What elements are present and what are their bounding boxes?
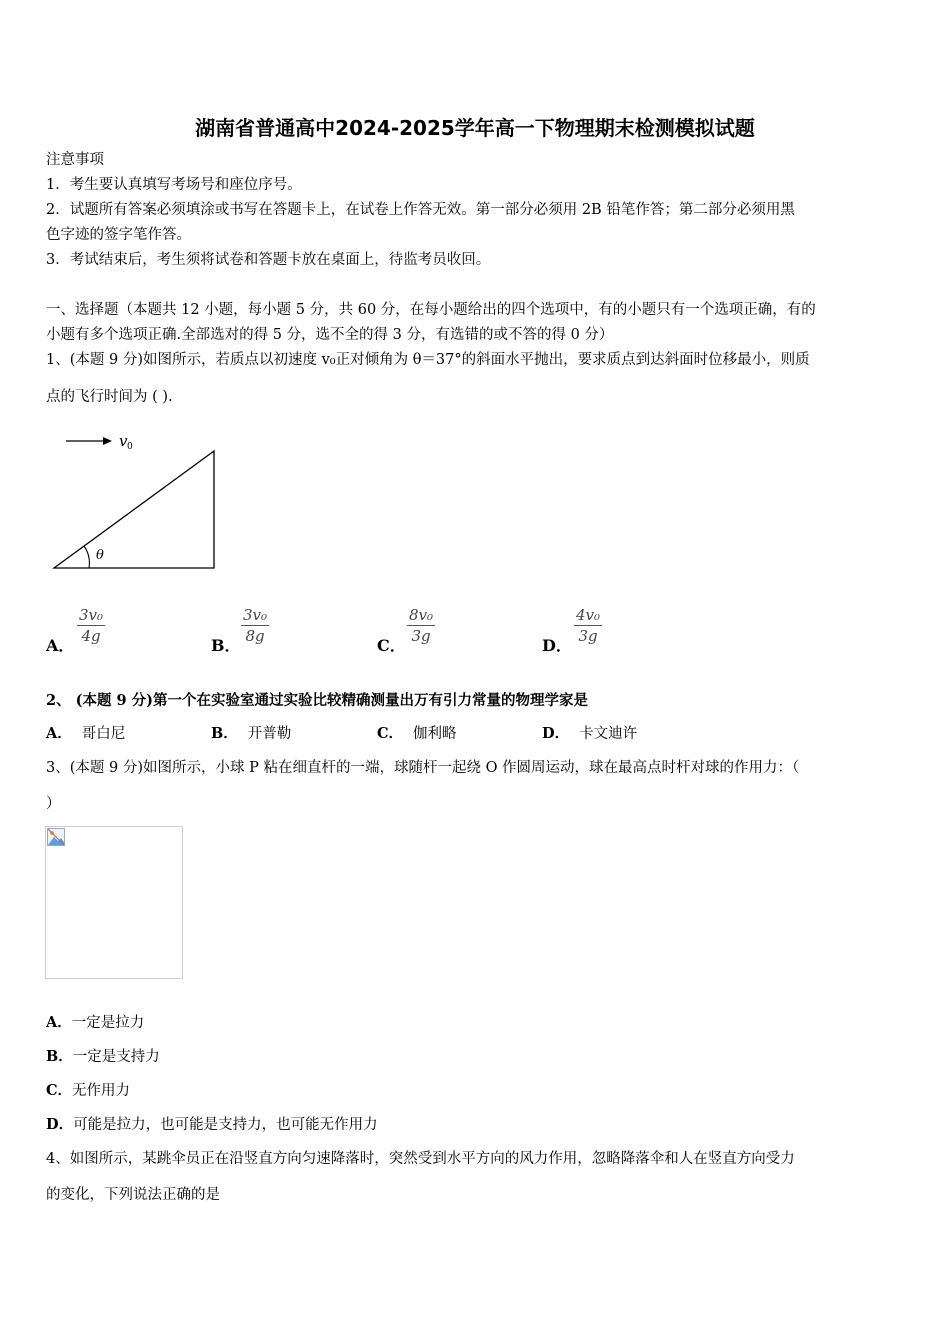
fraction-denominator: 4g bbox=[81, 627, 101, 645]
q3-option-d[interactable] bbox=[46, 1112, 908, 1138]
notice-item-1: 1．考生要认真填写考场号和座位序号。 bbox=[46, 177, 302, 193]
q3-stem-line1: 3、(本题 9 分)如图所示，小球 P 粘在细直杆的一端，球随杆一起绕 O 作圆周运动，球在最高点时杆对球的作用力：（ bbox=[46, 760, 800, 776]
option-letter: A． bbox=[46, 636, 75, 655]
option-letter: D． bbox=[46, 1116, 74, 1133]
section1-intro-line2: 小题有多个选项正确.全部选对的得 5 分，选不全的得 3 分，有选错的或不答的得 0 分） bbox=[46, 327, 614, 343]
option-letter: C． bbox=[46, 1082, 73, 1099]
q2-stem: 2、 (本题 9 分)第一个在实验室通过实验比较精确测量出万有引力常量的物理学家是 bbox=[46, 692, 589, 709]
option-letter: C． bbox=[377, 725, 404, 742]
q1-option-b-fraction bbox=[241, 605, 269, 646]
q3-stem-line2: ） bbox=[46, 796, 61, 812]
option-letter: B． bbox=[46, 1048, 73, 1065]
q2-option-c[interactable] bbox=[377, 722, 457, 743]
q2-option-b[interactable] bbox=[211, 722, 291, 743]
option-letter: B． bbox=[211, 725, 238, 742]
q1-stem-line1: 1、(本题 9 分)如图所示，若质点以初速度 v₀正对倾角为 θ＝37°的斜面水平抛出，要求质点到达斜面时位移最小，则质 bbox=[46, 352, 810, 368]
q1-option-a-fraction bbox=[77, 605, 105, 646]
notice-item-3: 3．考试结束后，考生须将试卷和答题卡放在桌面上，待监考员收回。 bbox=[46, 252, 491, 268]
option-letter: A． bbox=[46, 725, 72, 742]
q1-stem-line2: 点的飞行时间为 ( ). bbox=[46, 389, 173, 405]
option-letter: D． bbox=[542, 636, 572, 655]
q1-option-d-fraction bbox=[574, 605, 602, 646]
option-text: 一定是支持力 bbox=[72, 1049, 160, 1065]
q2-option-a[interactable] bbox=[46, 722, 125, 743]
velocity-subscript: 0 bbox=[127, 442, 133, 452]
fraction-denominator: 8g bbox=[245, 627, 265, 645]
fraction-numerator: 4v₀ bbox=[576, 606, 601, 624]
option-text: 卡文迪许 bbox=[579, 726, 638, 742]
q4-stem-line2: 的变化，下列说法正确的是 bbox=[46, 1187, 220, 1203]
section1-intro-line1: 一、选择题（本题共 12 小题，每小题 5 分，共 60 分，在每小题给出的四个选项中，有的小题只有一个选项正确，有的 bbox=[46, 302, 816, 318]
option-text: 伽利略 bbox=[413, 726, 457, 742]
q3-option-b[interactable] bbox=[46, 1044, 908, 1070]
option-text: 哥白尼 bbox=[81, 726, 126, 742]
q2-option-d[interactable] bbox=[542, 722, 637, 743]
broken-image-placeholder bbox=[45, 826, 183, 979]
velocity-arrow-head bbox=[103, 437, 112, 445]
fraction-numerator: 3v₀ bbox=[243, 606, 268, 624]
option-text: 开普勒 bbox=[247, 726, 292, 742]
q4-stem-line1: 4、如图所示，某跳伞员正在沿竖直方向匀速降落时，突然受到水平方向的风力作用，忽略降落伞和人在竖直方向受力 bbox=[46, 1151, 795, 1167]
angle-arc bbox=[84, 546, 89, 568]
broken-image-icon bbox=[47, 828, 65, 846]
incline-triangle bbox=[54, 451, 214, 568]
notice-heading: 注意事项 bbox=[46, 152, 104, 168]
option-letter: D． bbox=[542, 725, 570, 742]
option-letter: A． bbox=[46, 1014, 72, 1031]
option-text: 无作用力 bbox=[72, 1083, 131, 1099]
option-letter: C． bbox=[377, 636, 406, 655]
option-letter: B． bbox=[211, 636, 241, 655]
q3-option-c[interactable] bbox=[46, 1078, 908, 1104]
fraction-denominator: 3g bbox=[578, 627, 598, 645]
q3-option-a[interactable] bbox=[46, 1010, 908, 1036]
option-text: 可能是拉力，也可能是支持力，也可能无作用力 bbox=[73, 1117, 378, 1133]
velocity-label: v bbox=[119, 432, 128, 450]
fraction-numerator: 3v₀ bbox=[79, 606, 104, 624]
page-title: 湖南省普通高中2024-2025学年高一下物理期末检测模拟试题 bbox=[195, 116, 755, 140]
option-text: 一定是拉力 bbox=[71, 1015, 145, 1031]
notice-item-2: 2．试题所有答案必须填涂或书写在答题卡上，在试卷上作答无效。第一部分必须用 2B 铅笔作答；第二部分必须用黑 bbox=[46, 202, 795, 218]
incline-diagram bbox=[46, 425, 226, 575]
fraction-numerator: 8v₀ bbox=[409, 606, 434, 624]
angle-label: θ bbox=[96, 548, 104, 563]
notice-item-2-cont: 色字迹的签字笔作答。 bbox=[46, 227, 191, 243]
fraction-denominator: 3g bbox=[411, 627, 431, 645]
q1-option-c-fraction bbox=[407, 605, 435, 646]
